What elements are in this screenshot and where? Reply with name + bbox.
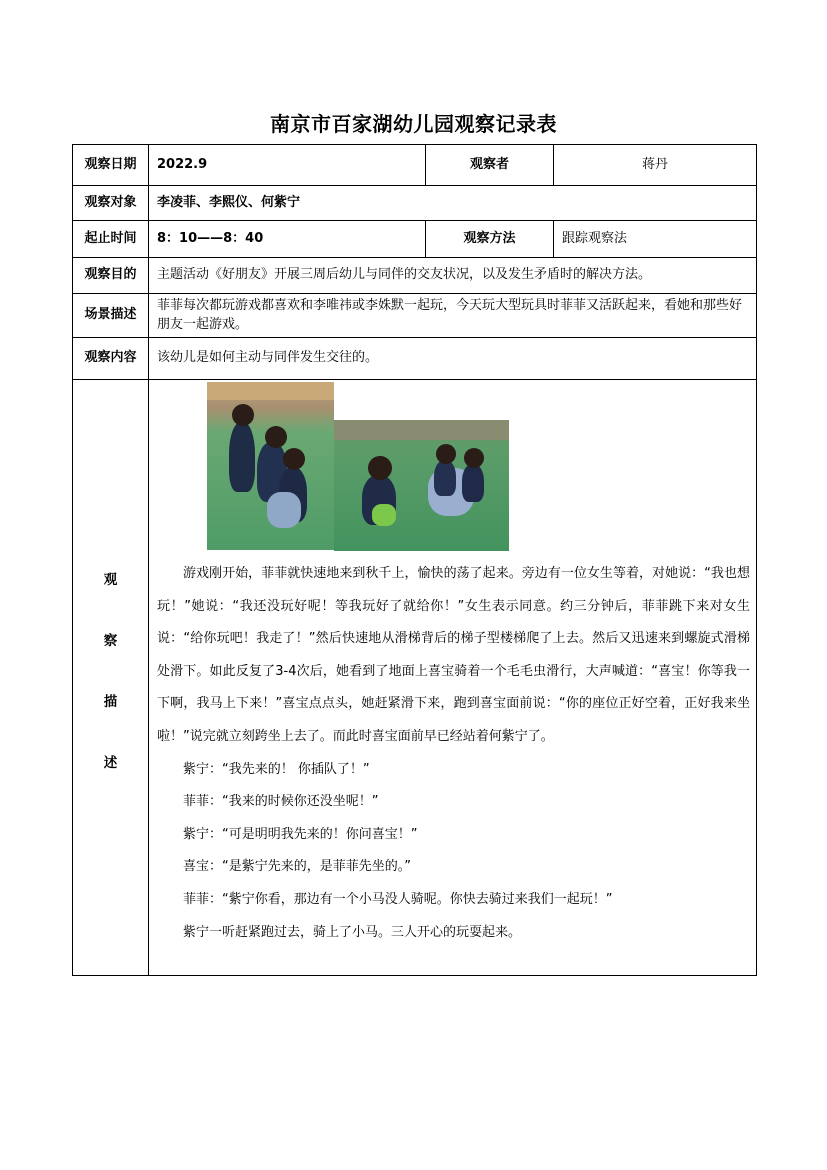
description-label-char: 观 bbox=[103, 572, 118, 588]
method-value: 跟踪观察法 bbox=[554, 221, 757, 258]
dialog-line: 喜宝：“是紫宁先来的，是菲菲先坐的。” bbox=[183, 859, 411, 875]
observer-value: 蒋丹 bbox=[554, 145, 757, 186]
content-label: 观察内容 bbox=[73, 338, 149, 380]
table-row-content bbox=[73, 338, 757, 380]
time-label: 起止时间 bbox=[73, 221, 149, 258]
method-label: 观察方法 bbox=[426, 221, 554, 258]
subject-label: 观察对象 bbox=[73, 186, 149, 221]
date-label: 观察日期 bbox=[73, 145, 149, 186]
table-row-purpose bbox=[73, 258, 757, 294]
page-title: 南京市百家湖幼儿园观察记录表 bbox=[270, 112, 557, 136]
table-row-description bbox=[73, 380, 757, 976]
table-row-time bbox=[73, 221, 757, 258]
description-label-char: 述 bbox=[103, 754, 118, 771]
description-label-char: 描 bbox=[103, 693, 118, 710]
description-label-cell bbox=[73, 380, 149, 976]
dialog-line: 紫宁：“我先来的！ 你插队了！” bbox=[183, 761, 370, 777]
content-value: 该幼儿是如何主动与同伴发生交往的。 bbox=[149, 338, 757, 380]
table-row-date bbox=[73, 145, 757, 186]
purpose-label: 观察目的 bbox=[73, 258, 149, 294]
subject-value: 李凌菲、李熙仪、何紫宁 bbox=[149, 186, 757, 221]
photo-strip bbox=[157, 382, 750, 552]
dialog-line: 菲菲：“紫宁你看，那边有一个小马没人骑呢。你快去骑过来我们一起玩！” bbox=[183, 891, 613, 907]
dialog-line: 紫宁：“可是明明我先来的！你问喜宝！” bbox=[183, 826, 418, 842]
table-row-subject bbox=[73, 186, 757, 221]
scene-value: 菲菲每次都玩游戏都喜欢和李唯祎或李姝默一起玩，今天玩大型玩具时菲菲又活跃起来，看她和那些好朋友一起游戏。 bbox=[149, 294, 757, 338]
description-cell bbox=[149, 380, 757, 976]
date-value: 2022.9 bbox=[149, 145, 426, 186]
table-row-scene bbox=[73, 294, 757, 338]
children-photo-1 bbox=[207, 382, 334, 550]
observation-paragraph: 游戏刚开始，菲菲就快速地来到秋千上，愉快的荡了起来。旁边有一位女生等着，对她说：“我也想玩！”她说：“我还没玩好呢！等我玩好了就给你！”女生表示同意。约三分钟后，菲菲跳下来对女生说：“给你玩吧！我走了！”然后快速地从滑梯背后的梯子型楼梯爬了上去。然后又迅速来到螺旋式滑梯处滑下。如此反复了3-4次后，她看到了地面上喜宝骑着一个毛毛虫滑行，大声喊道：“喜宝！你等我一下啊，我马上下来！”喜宝点点头，她赶紧滑下来，跑到喜宝面前说：“你的座位正好空着，正好我来坐啦！”说完就立刻跨坐上去了。而此时喜宝面前早已经站着何紫宁了。 bbox=[157, 566, 750, 744]
time-value: 8：10——8：40 bbox=[149, 221, 426, 258]
children-photo-2 bbox=[334, 420, 509, 551]
dialog-line: 菲菲：“我来的时候你还没坐呢！” bbox=[183, 794, 379, 810]
observation-table bbox=[72, 144, 757, 976]
observer-label: 观察者 bbox=[426, 145, 554, 186]
dialog-line: 紫宁一听赶紧跑过去，骑上了小马。三人开心的玩耍起来。 bbox=[183, 924, 522, 940]
purpose-value: 主题活动《好朋友》开展三周后幼儿与同伴的交友状况，以及发生矛盾时的解决方法。 bbox=[149, 258, 757, 294]
scene-label: 场景描述 bbox=[73, 294, 149, 338]
description-label-char: 察 bbox=[103, 632, 118, 649]
